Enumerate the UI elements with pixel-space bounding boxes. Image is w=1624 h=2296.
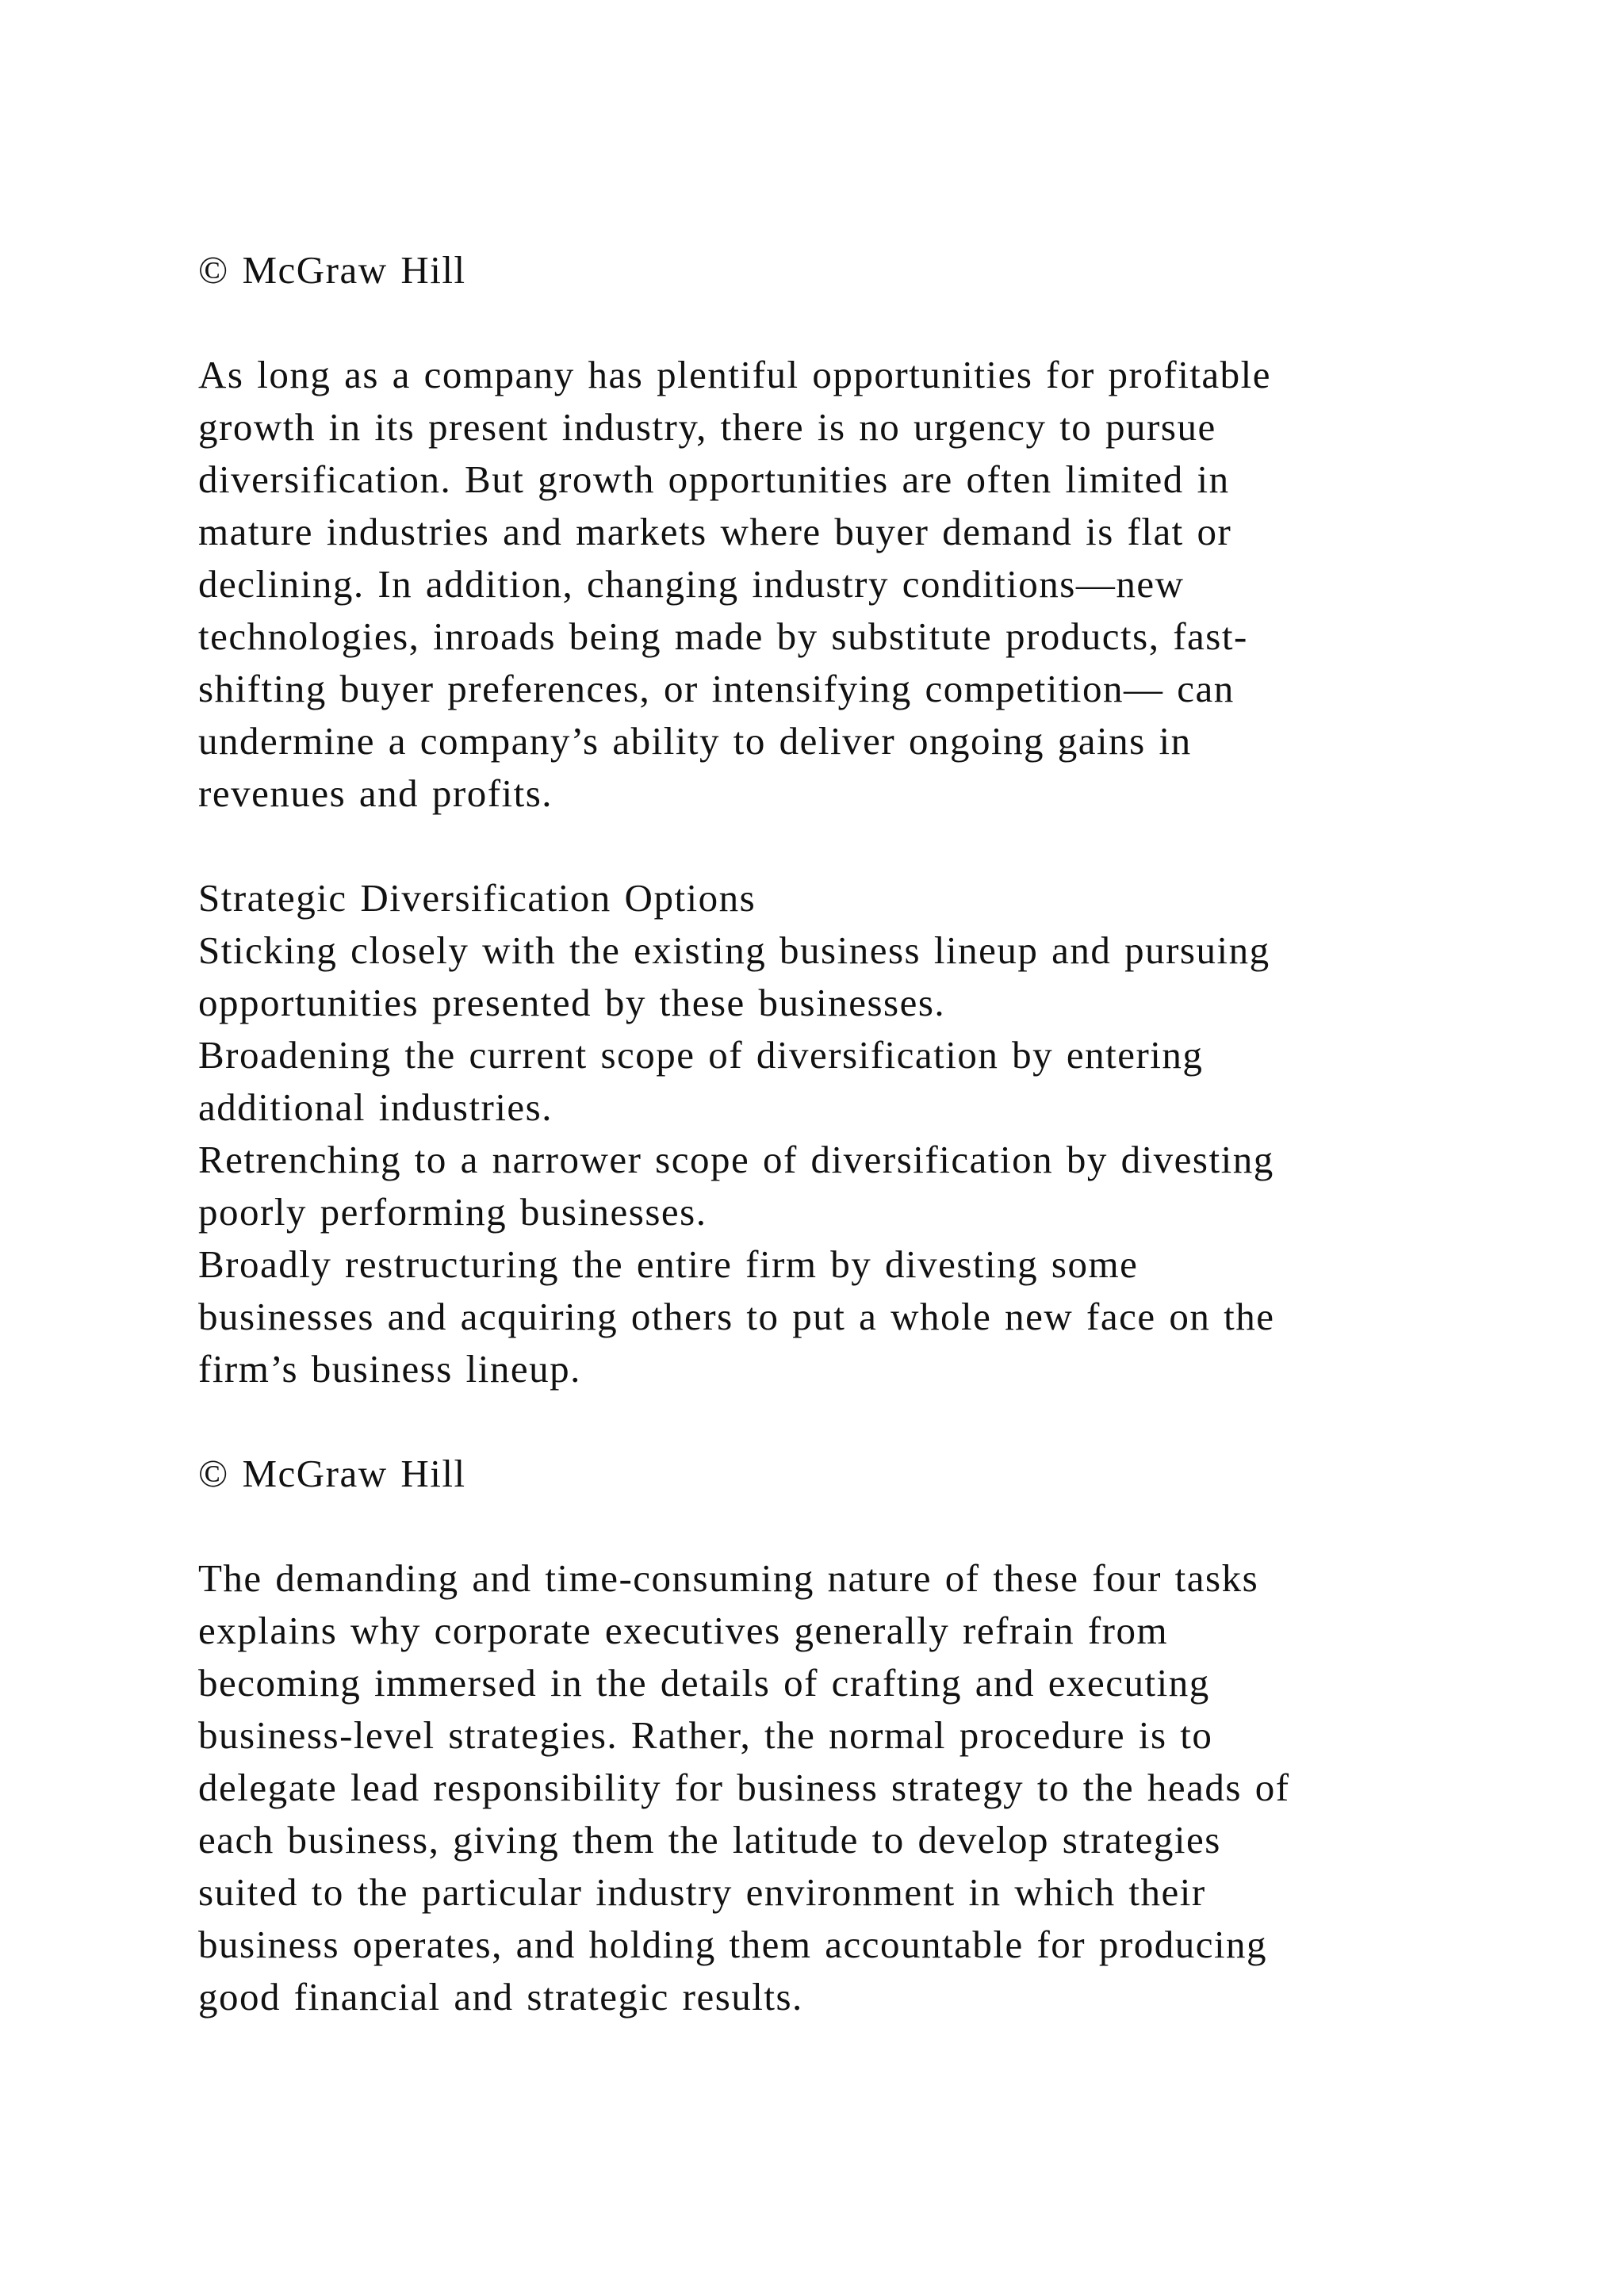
text-line: good financial and strategic results. — [198, 1975, 803, 2019]
text-line: becoming immersed in the details of crafting and executing — [198, 1661, 1210, 1705]
text-line: shifting buyer preferences, or intensifying competition— can — [198, 667, 1235, 710]
text-line: suited to the particular industry environment in which their — [198, 1870, 1206, 1914]
paragraph-gap — [198, 297, 1499, 349]
text-line: Broadening the current scope of diversification by entering — [198, 1033, 1204, 1077]
text-line: delegate lead responsibility for business strategy to the heads of — [198, 1766, 1290, 1809]
text-line: poorly performing businesses. — [198, 1190, 707, 1234]
text-line: diversification. But growth opportunities are often limited in — [198, 457, 1230, 501]
copyright-notice: © McGraw Hill — [198, 1452, 466, 1495]
text-line: growth in its present industry, there is no urgency to pursue — [198, 405, 1216, 449]
text-line: undermine a company’s ability to deliver ongoing gains in — [198, 719, 1192, 763]
text-line: opportunities presented by these businesses. — [198, 981, 946, 1024]
paragraph-gap — [198, 1500, 1499, 1552]
text-line: technologies, inroads being made by substitute products, fast- — [198, 614, 1248, 658]
text-line: explains why corporate executives generally refrain from — [198, 1609, 1169, 1652]
paragraph-corporate-tasks — [198, 1552, 1499, 2023]
text-line: revenues and profits. — [198, 771, 553, 815]
text-line: Broadly restructuring the entire firm by divesting some — [198, 1242, 1139, 1286]
paragraph-gap — [198, 820, 1499, 872]
text-line: mature industries and markets where buyer demand is flat or — [198, 510, 1232, 553]
paragraph-growth — [198, 349, 1499, 820]
text-line: each business, giving them the latitude to develop strategies — [198, 1818, 1221, 1862]
options-list — [198, 924, 1499, 1395]
text-line: Sticking closely with the existing business lineup and pursuing — [198, 928, 1270, 972]
text-line: additional industries. — [198, 1085, 553, 1129]
text-line: businesses and acquiring others to put a whole new face on the — [198, 1295, 1275, 1338]
text-line: business-level strategies. Rather, the normal procedure is to — [198, 1713, 1213, 1757]
copyright-notice: © McGraw Hill — [198, 248, 466, 292]
text-line: business operates, and holding them accountable for producing — [198, 1923, 1268, 1966]
text-line: As long as a company has plentiful opportunities for profitable — [198, 353, 1272, 396]
text-line: Retrenching to a narrower scope of diversification by divesting — [198, 1138, 1274, 1181]
text-line: The demanding and time-consuming nature of these four tasks — [198, 1556, 1259, 1600]
text-column — [198, 244, 1499, 2023]
text-line: declining. In addition, changing industry conditions—new — [198, 562, 1185, 606]
text-line: firm’s business lineup. — [198, 1347, 581, 1391]
paragraph-gap — [198, 1395, 1499, 1448]
section-heading: Strategic Diversification Options — [198, 876, 756, 920]
